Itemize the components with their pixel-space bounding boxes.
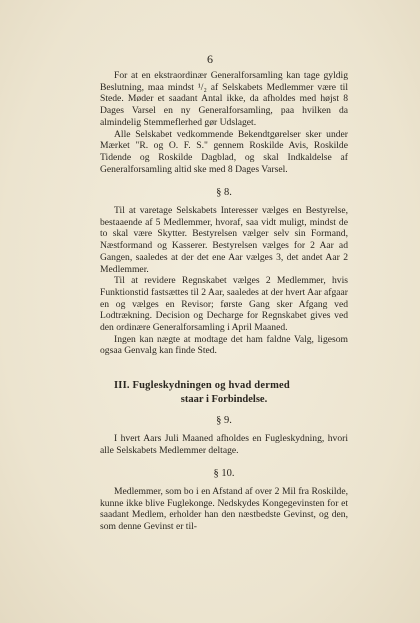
- section-mark-9: § 9.: [216, 415, 232, 427]
- page-text: [100, 70, 348, 533]
- paragraph: Til at revidere Regnskabet vælges 2 Medlemmer, hvis Funktionstid fastsættes til 2 Aar, saaledes at der hvert Aar afgaar en og vælges en Revisor; første Gang sker Afgang ved Lodtrækning. Decision og Decharge for Regnskabet gives ved den ordinære Generalforsamling i April Maaned.: [100, 275, 348, 334]
- paragraph: Alle Selskabet vedkommende Bekendtgørelser sker under Mærket "R. og O. F. S." gennem Roskilde Avis, Roskilde Tidende og Roskilde Dagblad, og skal Indkaldelse af Generalforsamling altid ske med 8 Dages Varsel.: [100, 128, 348, 175]
- chapter-heading: [100, 379, 348, 407]
- chapter-heading-line1: III. Fugleskydningen og hvad dermed: [114, 380, 290, 392]
- paragraph: I hvert Aars Juli Maaned afholdes en Fugleskydning, hvori alle Selskabets Medlemmer deltage.: [100, 432, 348, 456]
- section-mark-8: § 8.: [216, 187, 232, 199]
- chapter-heading-line2: staar i Forbindelse.: [180, 394, 268, 406]
- paragraph: For at en ekstraordinær Generalforsamling kan tage gyldig Beslutning, maa mindst ¹/₂ af Selskabets Medlemmer være til Stede. Møder et saadant Antal ikke, da afholdes med højst 8 Dages Varsel en ny Generalforsamling, paa hvilken da almindelig Stemmeflerhed gør Udslaget.: [100, 70, 348, 128]
- paragraph: Medlemmer, som bo i en Afstand af over 2 Mil fra Roskilde, kunne ikke blive Fuglekonge. Nedskydes Kongegevinsten for et saadant Medlem, erholder han den næstbedste Gevinst, og den, som denne Gevinst er til-: [100, 485, 348, 533]
- section-mark-10: § 10.: [213, 468, 235, 480]
- page-number: 6: [207, 52, 213, 66]
- paragraph: Ingen kan nægte at modtage det ham faldne Valg, ligesom ogsaa Genvalg kan finde Sted.: [100, 333, 348, 357]
- paragraph: Til at varetage Selskabets Interesser vælges en Bestyrelse, bestaaende af 5 Medlemmer, hvoraf, saa vidt muligt, mindst de to skal være Skytter. Bestyrelsen vælger selv sin Formand, Næstformand og Kasserer. Bestyrelsen vælges for 2 Aar ad Gangen, saaledes at der det ene Aar vælges 3, det andet Aar 2 Medlemmer.: [100, 205, 348, 275]
